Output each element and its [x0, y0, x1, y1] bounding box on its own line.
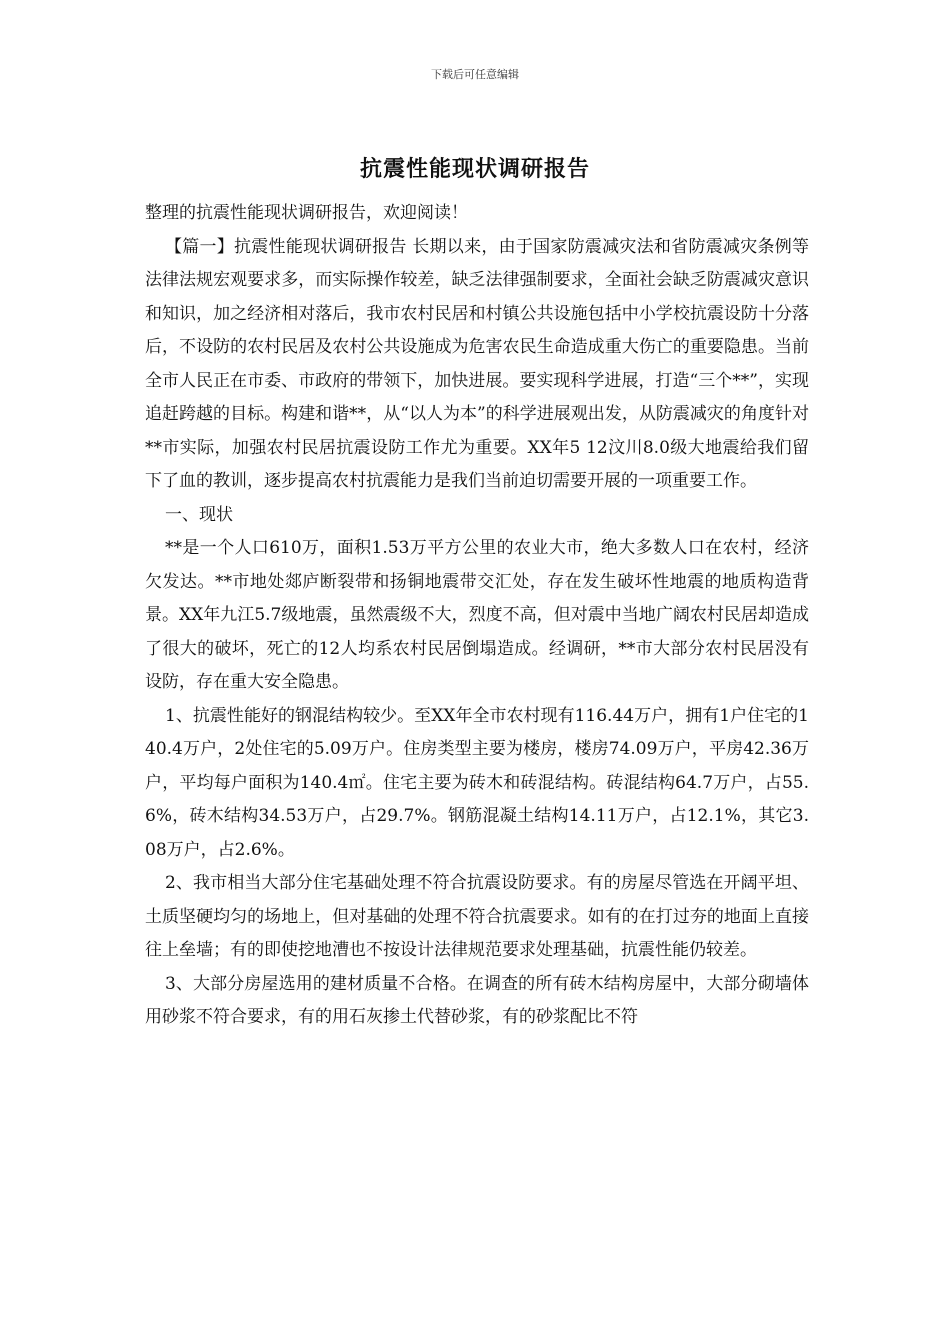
- intro-paragraph: 整理的抗震性能现状调研报告，欢迎阅读！: [145, 203, 468, 223]
- header-note: 下载后可任意编辑: [431, 68, 519, 81]
- item-3-paragraph: 3、大部分房屋选用的建材质量不合格。在调查的所有砖木结构房屋中，大部分砌墙体用砂浆不符合要求，有的用石灰掺土代替砂浆，有的砂浆配比不符: [145, 973, 809, 1027]
- item-1-paragraph: 1、抗震性能好的钢混结构较少。至XX年全市农村现有116.44万户，拥有1户住宅的140.4万户，2处住宅的5.09万户。住房类型主要为楼房，楼房74.09万户，平房42.36万户，平均每户面积为140.4㎡。住宅主要为砖木和砖混结构。砖混结构64.7万户，占55.6%，砖木结构34.53万户，占29.7%。钢筋混凝土结构14.11万户，占12.1%，其它3.08万户，占2.6%。: [145, 705, 809, 860]
- status-paragraph: **是一个人口610万，面积1.53万平方公里的农业大市，绝大多数人口在农村，经济欠发达。**市地处郯庐断裂带和扬铜地震带交汇处，存在发生破坏性地震的地质构造背景。XX年九江5.7级地震，虽然震级不大，烈度不高，但对震中当地广阔农村民居却造成了很大的破坏，死亡的12人均系农村民居倒塌造成。经调研，**市大部分农村民居没有设防，存在重大安全隐患。: [145, 538, 809, 692]
- document-body: [145, 197, 809, 1035]
- section-heading-status: 一、现状: [165, 504, 233, 525]
- section-one-paragraph: 【篇一】抗震性能现状调研报告 长期以来，由于国家防震减灾法和省防震减灾条例等法律法规宏观要求多，而实际操作较差，缺乏法律强制要求，全面社会缺乏防震减灾意识和知识，加之经济相对落后，我市农村民居和村镇公共设施包括中小学校抗震设防十分落后，不设防的农村民居及农村公共设施成为危害农民生命造成重大伤亡的重要隐患。当前全市人民正在市委、市政府的带领下，加快进展。要实现科学进展，打造“三个**”，实现追赶跨越的目标。构建和谐**，从“以人为本”的科学进展观出发，从防震减灾的角度针对**市实际，加强农村民居抗震设防工作尤为重要。XX年5 12汶川8.0级大地震给我们留下了血的教训，逐步提高农村抗震能力是我们当前迫切需要开展的一项重要工作。: [145, 236, 809, 491]
- item-2-paragraph: 2、我市相当大部分住宅基础处理不符合抗震设防要求。有的房屋尽管选在开阔平坦、土质坚硬均匀的场地上，但对基础的处理不符合抗震要求。如有的在打过夯的地面上直接往上垒墙；有的即使挖地漕也不按设计法律规范要求处理基础，抗震性能仍较差。: [145, 873, 809, 960]
- document-title: 抗震性能现状调研报告: [359, 156, 590, 182]
